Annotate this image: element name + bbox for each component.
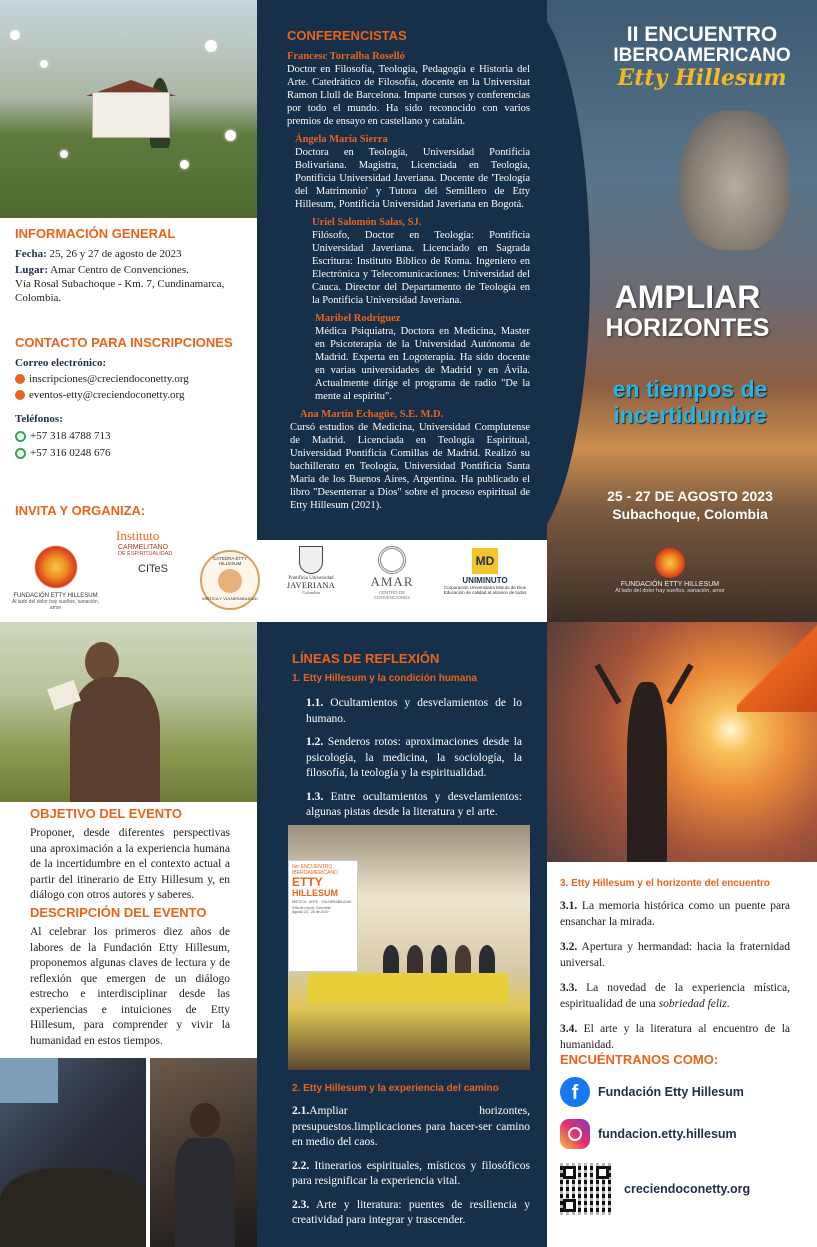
item-num: 3.3. (560, 982, 578, 994)
email-link[interactable]: eventos-etty@creciendoconetty.org (29, 389, 185, 401)
item-text: La memoria histórica como un puente para ensanchar la mirada. (560, 900, 791, 928)
objetivo-text: Proponer, desde diferentes perspectivas una aproximación a la experiencia humana de la incertidumbre en el contexto actual a partir del itinerario de Etty Hillesum y, en diálogo con otros autores y saberes. (30, 827, 230, 901)
objetivo-section (30, 806, 230, 904)
facebook-icon: f (560, 1077, 590, 1107)
lineas-item (306, 735, 522, 782)
lineas-section-2 (292, 1083, 530, 1229)
javeriana-logo (285, 546, 337, 595)
contacto-section (15, 335, 255, 460)
speaker (287, 50, 530, 128)
cover-line1: II ENCUENTRO (626, 23, 778, 46)
website-link[interactable] (560, 1163, 800, 1215)
amar-sub: CENTRO DE CONVENCIONES (373, 590, 411, 600)
lugar-line3: Colombia. (15, 292, 62, 304)
javeriana-name: JAVERIANA (286, 581, 336, 590)
reading-man-photo (0, 622, 257, 802)
speaker-name: Ángela María Sierra (295, 134, 388, 145)
item-emphasis: sobriedad feliz (658, 997, 727, 1010)
conferencistas-title: CONFERENCISTAS (287, 28, 407, 43)
instituto-logo (110, 528, 190, 575)
event-banner (288, 860, 358, 972)
fundacion-logo-name: FUNDACIÓN ETTY HILLESUM (13, 593, 98, 599)
conference-audience-photo (0, 1058, 146, 1247)
amar-logo (362, 546, 422, 600)
conferencistas-section (287, 28, 530, 517)
speaker (287, 133, 530, 211)
fecha-value: 25, 26 y 27 de agosto de 2023 (49, 248, 182, 260)
qr-code-icon (560, 1163, 612, 1215)
conference-speaker-photo (150, 1058, 257, 1247)
cover-foundation-tag: Al lado del dolor hay sueños, sanación, amor (615, 588, 725, 594)
uniminuto-logo: MD UNIMINUTO Corporación Universitaria Minuto de Dios Educación de calidad al alcance de todos (440, 548, 530, 595)
lineas-item (560, 981, 790, 1012)
etty-portrait (680, 110, 790, 250)
item-num: 2.2. (292, 1159, 310, 1172)
cover-line2: IBEROAMERICANO (613, 45, 791, 66)
speaker-name: Uriel Salomón Salas, SJ. (312, 217, 422, 228)
whatsapp-icon (15, 431, 26, 442)
fundacion-logo (8, 545, 103, 611)
whatsapp-icon (15, 448, 26, 459)
descripcion-text: Al celebrar los primeros diez años de labores de la Fundación Etty Hillesum, proponemos algunas claves de lectura y de reflexión que emergen de un diálogo estrecho e interdisciplinar desde las experiencias e intuiciones de Etty Hillesum, para comprender y vivir la humanidad en estos tiempos. (30, 926, 230, 1047)
fecha-label: Fecha: (15, 248, 47, 260)
item-num: 3.2. (560, 941, 578, 953)
lineas-s3-title: 3. Etty Hillesum y el horizonte del encuentro (560, 878, 771, 889)
item-num: 2.1. (292, 1105, 310, 1117)
speaker-bio: Doctor en Filosofía, Teología, Pedagogía e Historia del Arte. Catedrático de Filosofía, docente en la Universitat Ramon Llull de Barcelona. Imparte cursos y conferencias por todo el mundo. Ha sido reconocido con varios premios de ensayo en castellano y catalán. (287, 64, 530, 127)
cover-subtitle (585, 376, 795, 428)
info-title: INFORMACIÓN GENERAL (15, 226, 176, 241)
lineas-item (560, 899, 790, 930)
cover-tiempos1: en tiempos de (612, 376, 768, 402)
website-label: creciendoconetty.org (624, 1182, 751, 1196)
email-link[interactable]: inscripciones@creciendoconetty.org (29, 373, 189, 385)
item-tail: . (726, 997, 730, 1010)
lineas-section (292, 651, 522, 821)
speaker-name: Ana Martín Echagüe, S.E. M.D. (300, 409, 444, 420)
cover-lugar: Subachoque, Colombia (612, 506, 768, 522)
banner-line4: HILLESUM (292, 888, 338, 898)
lineas-section-3 (560, 878, 790, 1053)
facebook-link[interactable] (560, 1077, 800, 1107)
cover-ampliar: AMPLIAR (614, 279, 761, 315)
lineas-item (560, 1022, 790, 1053)
cover-horizontes: HORIZONTES (605, 314, 770, 342)
info-section (15, 226, 255, 305)
banner-line7: Agosto 23 - 25 de 2019 (292, 910, 329, 914)
lineas-item (292, 1198, 530, 1229)
correo-label: Correo electrónico: (15, 357, 107, 369)
item-text: Senderos rotos: aproximaciones desde la psicología, la medicina, la sociología, la filosofía, la teología y la espiritualidad. (306, 736, 522, 779)
banner-line3: ETTY (292, 875, 323, 889)
item-text: Itinerarios espirituales, místicos y filosóficos para resignificar la experiencia vital. (292, 1159, 531, 1187)
descripcion-section (30, 905, 230, 1049)
lugar-label: Lugar: (15, 264, 48, 276)
banner-line5: MÍSTICA · ARTE · VULNERABILIDAD (292, 900, 352, 904)
lineas-item (306, 790, 522, 821)
lugar-value: Amar Centro de Convenciones. (50, 264, 189, 276)
telefonos-label: Teléfonos: (15, 413, 63, 425)
email-icon (15, 390, 25, 400)
speaker (287, 216, 530, 307)
lugar-line2: Vía Rosal Subachoque - Km. 7, Cundinamarca, (15, 278, 225, 290)
cover-foundation (615, 548, 725, 594)
speaker (287, 312, 530, 403)
cover-fecha: 25 - 27 DE AGOSTO 2023 (607, 488, 773, 504)
invita-title: INVITA Y ORGANIZA: (15, 503, 146, 518)
javeriana-top: Pontificia Universidad (288, 576, 334, 581)
church-photo (0, 0, 257, 218)
lineas-item (292, 1159, 530, 1190)
item-text: Ampliar horizontes, presupuestos.limplicaciones para hacer-ser camino en medio del caos. (292, 1105, 530, 1148)
instagram-icon (560, 1119, 590, 1149)
catedra-logo (200, 550, 260, 610)
encuentranos-section (560, 1052, 800, 1215)
item-num: 1.2. (306, 736, 324, 748)
speaker-name: Francesc Torralba Roselló (287, 51, 405, 62)
speaker (290, 408, 530, 512)
javeriana-sub: Colombia (302, 590, 320, 595)
cites-text: CITeS (138, 563, 168, 575)
phone-number[interactable]: +57 316 0248 676 (30, 447, 111, 459)
speaker-bio: Cursó estudios de Medicina, Universidad Complutense de Madrid. Licenciada en Teología Espiritual, Universidad Pontificia Comillas de Madrid. Realizó su bachillerato en Teología, Universidad Pontificia Santa María de los Buenos Aires, Argentina. Ha publicado el libro "Desenterrar a Dios" sobre el proceso espiritual de Etty Hillesum (2021). (290, 422, 530, 511)
lineas-item (560, 940, 790, 971)
encuentranos-title: ENCUÉNTRANOS COMO: (560, 1052, 719, 1067)
speaker-bio: Médica Psiquiatra, Doctora en Medicina, Master en Psicoterapia de la Universidad Autónoma de Madrid. Experta en Logoterapia. Ha sido docente en varias universidades de Madrid y en Ávila. Actualmente dirige el programa de radio "De la mente al espíritu". (315, 326, 530, 402)
item-num: 3.1. (560, 900, 578, 912)
cover-headline (560, 280, 815, 342)
instagram-label: fundacion.etty.hillesum (598, 1127, 737, 1141)
instituto-text: Instituto (116, 528, 160, 543)
cover-foundation-name: FUNDACIÓN ETTY HILLESUM (620, 581, 720, 588)
cover-title (587, 24, 817, 90)
item-text: La novedad de la experiencia mística, espiritualidad de una (560, 982, 790, 1010)
lineas-title: LÍNEAS DE REFLEXIÓN (292, 651, 440, 666)
lineas-item (292, 1104, 530, 1151)
cover-date (600, 487, 780, 523)
amar-name: AMAR (370, 574, 414, 589)
uniminuto-name: UNIMINUTO (462, 576, 508, 585)
espiritualidad-text: DE ESPIRITUALIDAD (118, 551, 173, 557)
email-icon (15, 374, 25, 384)
logo-strip (0, 528, 547, 622)
catedra-sub: MÍSTICA Y VULNERABILIDAD (202, 596, 258, 601)
item-text: Ocultamientos y desvelamientos de lo humano. (306, 697, 522, 725)
lineas-s2-title: 2. Etty Hillesum y la experiencia del camino (292, 1083, 499, 1094)
catedra-text: CÁTEDRA ETTY HILLESUM (212, 556, 247, 566)
sunset-photo (547, 622, 817, 862)
speaker-name: Maribel Rodríguez (315, 313, 401, 324)
fundacion-logo-tag: Al lado del dolor hay sueños, sanación, amor (11, 599, 99, 611)
contacto-title: CONTACTO PARA INSCRIPCIONES (15, 335, 233, 350)
uniminuto-sub: Corporación Universitaria Minuto de Dios (443, 585, 527, 590)
speaker-bio: Filósofo, Doctor en Teología: Pontificia Universidad Javeriana. Licenciado en Sagrada Escritura: Instituto Bíblico de Roma. Ingeniero en Electrónica y Telecomunicaciones: Universidad del Cauca. Director del Departamento de Teología en la Pontificia Universidad Javeriana. (312, 230, 530, 306)
item-text: El arte y la literatura al encuentro de la humanidad. (560, 1023, 790, 1051)
item-num: 3.4. (560, 1023, 578, 1035)
cover-line3: Etty Hillesum (617, 65, 787, 91)
banner-line2: IBEROAMERICANO (292, 870, 338, 876)
panel-discussion-photo (288, 825, 530, 1070)
phone-number[interactable]: +57 318 4788 713 (30, 430, 111, 442)
descripcion-title: DESCRIPCIÓN DEL EVENTO (30, 905, 207, 920)
lineas-s1-title: 1. Etty Hillesum y la condición humana (292, 673, 478, 684)
banner-line1: IIer ENCUENTRO (292, 864, 333, 870)
cover-tiempos2: incertidumbre (613, 402, 767, 428)
facebook-label: Fundación Etty Hillesum (598, 1085, 744, 1099)
item-num: 1.1. (306, 697, 324, 709)
carmelitano-text: CARMELITANO (118, 544, 169, 551)
instagram-link[interactable] (560, 1119, 800, 1149)
uniminuto-sub2: Educación de calidad al alcance de todos (443, 590, 527, 595)
item-num: 2.3. (292, 1198, 310, 1211)
speaker-bio: Doctora en Teología, Universidad Pontificia Bolivariana. Magistra, Licenciada en Teología, Pontificia Universidad Javeriana. Docente de 'Teología del Matrimonio' y Tutora del Semillero de Etty Hillesum, Pontificia Universidad Javeriana en Bogotá. (295, 147, 530, 210)
objetivo-title: OBJETIVO DEL EVENTO (30, 806, 182, 821)
item-text: Entre ocultamientos y desvelamientos: algunas pistas desde la literatura y el arte. (306, 790, 522, 818)
lineas-item (306, 696, 522, 727)
item-text: Arte y literatura: puentes de resiliencia y creatividad para integrar y trascender. (292, 1198, 530, 1226)
item-num: 1.3. (306, 790, 324, 803)
banner-line6: Villa de Leyva, Colombia (292, 906, 331, 910)
item-text: Apertura y hermandad: hacia la fraternidad universal. (560, 941, 790, 969)
